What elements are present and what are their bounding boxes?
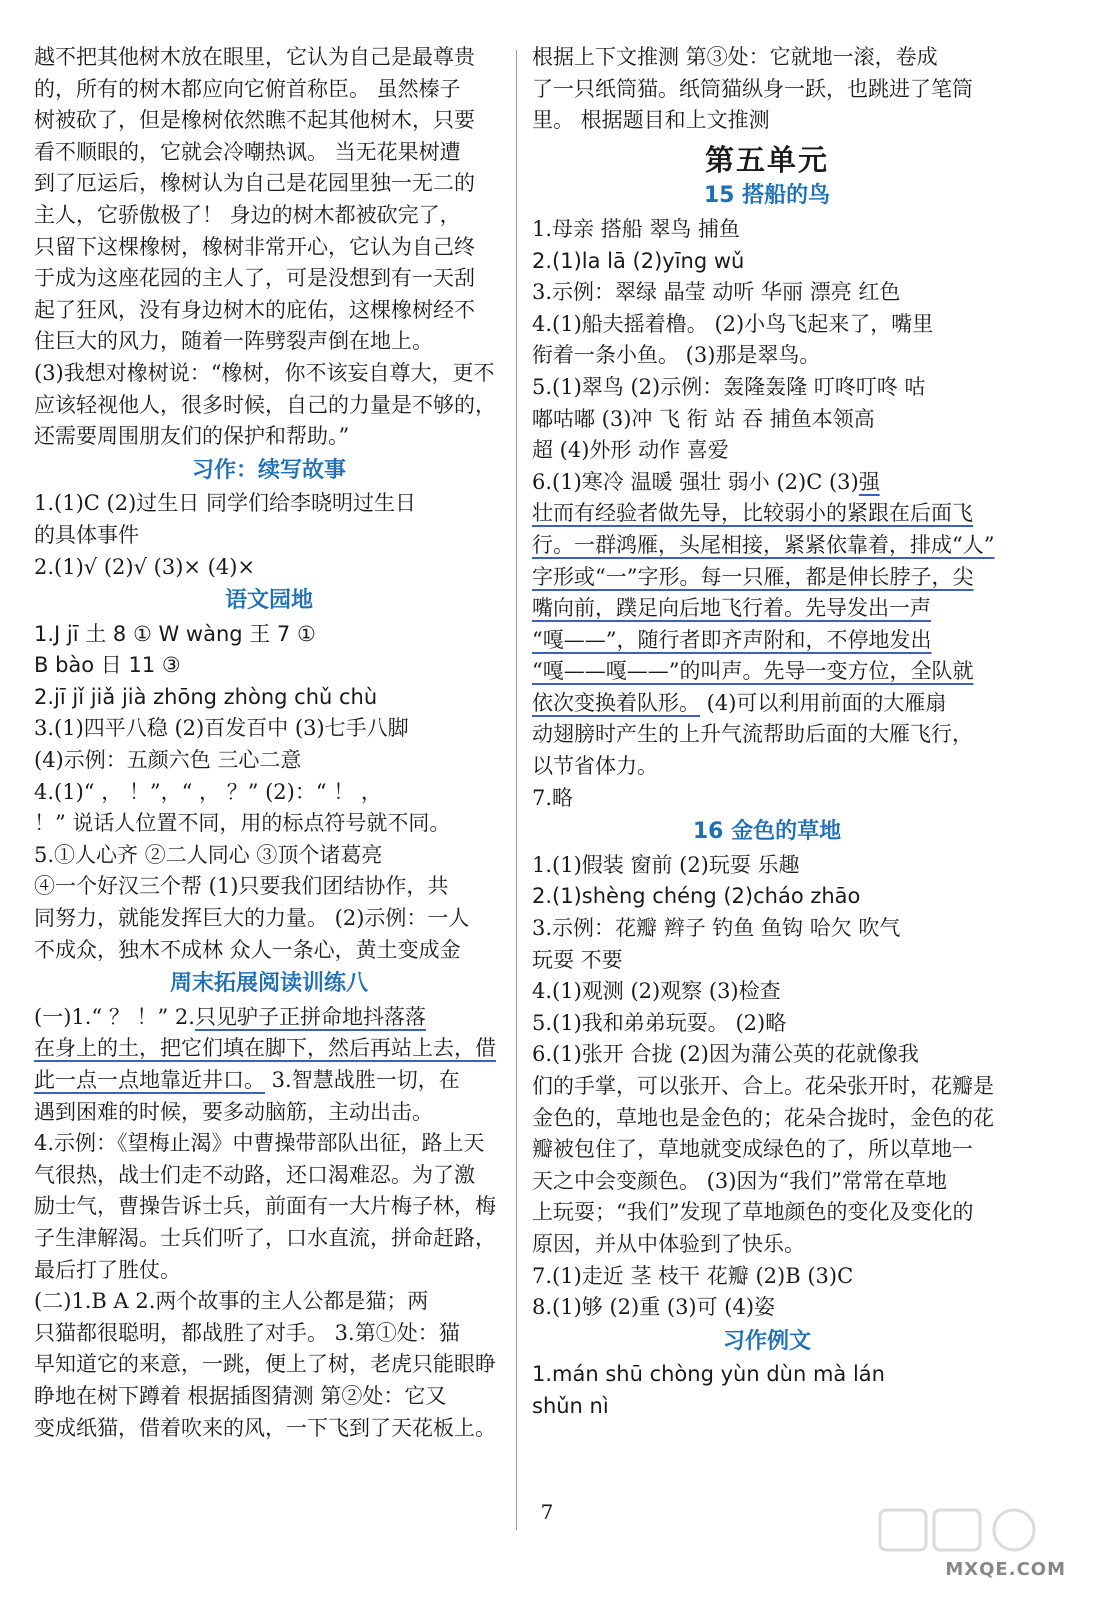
text-line: 只猫都很聪明，都战胜了对手。 3.第①处：猫 — [34, 1320, 460, 1345]
left-intro — [34, 42, 504, 453]
underlined-answer: 强 — [858, 469, 880, 494]
text-line: 的具体事件 — [34, 522, 139, 547]
text-line: 金色的，草地也是金色的；花朵合拢时，金色的花 — [532, 1105, 994, 1130]
text-line — [532, 498, 1002, 530]
underlined-answer: 行。一群鸿雁，头尾相接，紧紧依靠着，排成“人” — [532, 532, 995, 557]
text-line: 里。 根据题目和上文推测 — [532, 108, 770, 133]
text-line: 了一只纸筒猫。纸筒猫纵身一跃，也跳进了笔筒 — [532, 76, 973, 101]
text-line: 住巨大的风力，随着一阵劈裂声倒在地上。 — [34, 329, 433, 354]
lesson-16-answers — [532, 850, 1002, 1324]
text-line: 瓣被包住了，草地就变成绿色的了，所以草地一 — [532, 1137, 973, 1162]
text-line: 7.(1)走近 茎 枝干 花瓣 (2)B (3)C — [532, 1263, 854, 1288]
text-line: ④一个好汉三个帮 (1)只要我们团结协作，共 — [34, 874, 449, 899]
text-line: 4.(1)“ ， ！”，“ ， ？” (2)：“ ！ ， — [34, 779, 382, 804]
text-line: 衔着一条小鱼。 (3)那是翠鸟。 — [532, 343, 821, 368]
text-line: 气很热，战士们走不动路，还口渴难忍。为了激 — [34, 1162, 475, 1187]
text-line: 起了狂风，没有身边树木的庇佑，这棵橡树经不 — [34, 297, 475, 322]
text-line: 8.(1)够 (2)重 (3)可 (4)姿 — [532, 1295, 776, 1320]
section-garden — [34, 619, 504, 967]
text-line: 越不把其他树木放在眼里，它认为自己是最尊贵 — [34, 45, 475, 69]
text-line: 同努力，就能发挥巨大的力量。 (2)示例：一人 — [34, 906, 470, 931]
text-line — [532, 625, 1002, 657]
text-line: 根据上下文推测 第③处：它就地一滚，卷成 — [532, 45, 938, 69]
watermark-text: MXQE.COM — [945, 1559, 1066, 1580]
text-line: (二)1.B A 2.两个故事的主人公都是猫；两 — [34, 1289, 429, 1314]
text-line: 不成众，独木不成林 众人一条心，黄土变成金 — [34, 937, 461, 962]
section-title-garden: 语文园地 — [224, 588, 313, 614]
text-line: 到了厄运后，橡树认为自己是花园里独一无二的 — [34, 171, 475, 196]
lesson-15-answers — [532, 214, 1002, 814]
text-line — [532, 688, 1002, 720]
text-line: 2.jī jǐ jiǎ jià zhōng zhòng chǔ chù — [34, 684, 378, 709]
text-line: 应该轻视他人，很多时候，自己的力量是不够的， — [34, 392, 496, 417]
text-line: 5.①人心齐 ②二人同心 ③顶个诸葛亮 — [34, 842, 383, 867]
text-line: 4.(1)船夫摇着橹。 (2)小鸟飞起来了，嘴里 — [532, 311, 934, 336]
text-line: 动翅膀时产生的上升气流帮助后面的大雁飞行， — [532, 722, 973, 747]
text-line: 们的手掌，可以张开、合上。花朵张开时，花瓣是 — [532, 1074, 994, 1098]
section-title-weekend-reading: 周末拓展阅读训练八 — [169, 971, 368, 997]
essay-answers — [532, 1359, 1002, 1422]
text-line: 6.(1)张开 合拢 (2)因为蒲公英的花就像我 — [532, 1042, 919, 1067]
section-writing — [34, 488, 504, 583]
column-divider — [516, 50, 517, 1530]
text-line: 主人，它骄傲极了！ 身边的树木都被砍完了， — [34, 202, 461, 227]
text-line: 原因，并从中体验到了快乐。 — [532, 1231, 805, 1256]
text-line: 5.(1)我和弟弟玩耍。 (2)略 — [532, 1010, 787, 1035]
underlined-answer: “嘎——嘎——”的叫声。先导一变方位，全队就 — [532, 659, 974, 684]
text-line — [532, 593, 1002, 625]
underlined-answer: 只见驴子正拼命地抖落落 — [194, 1004, 426, 1029]
text-line: shǔn nì — [532, 1393, 609, 1418]
text-line — [34, 1065, 504, 1097]
text-line: 子生津解渴。士兵们听了，口水直流，拼命赶路， — [34, 1225, 496, 1250]
underlined-answer: 壮而有经验者做先导，比较弱小的紧跟在后面飞 — [532, 501, 973, 526]
left-column — [34, 42, 504, 1444]
text-line: ！” 说话人位置不同，用的标点符号就不同。 — [34, 811, 451, 836]
text-line: 早知道它的来意，一跳，便上了树，老虎只能眼睁 — [34, 1352, 496, 1377]
text-line: 励士气，曹操告诉士兵，前面有一大片梅子林，梅 — [34, 1194, 496, 1219]
right-intro — [532, 42, 1002, 137]
text-line: 变成纸猫，借着吹来的风，一下飞到了天花板上。 — [34, 1415, 496, 1440]
text-line: 4.示例：《望梅止渴》中曹操带部队出征，路上天 — [34, 1131, 485, 1156]
text-line: 看不顺眼的，它就会冷嘲热讽。 当无花果树遭 — [34, 139, 461, 164]
text-line: 3.示例：翠绿 晶莹 动听 华丽 漂亮 红色 — [532, 280, 901, 305]
text-line: 超 (4)外形 动作 喜爱 — [532, 438, 729, 463]
text-segment: 6.(1)寒冷 温暖 强壮 弱小 (2)C (3) — [532, 469, 859, 494]
text-line: (4)示例：五颜六色 三心二意 — [34, 748, 302, 773]
text-line: 1.(1)假装 窗前 (2)玩耍 乐趣 — [532, 852, 800, 877]
section-title-essay: 习作例文 — [722, 1328, 811, 1354]
underlined-answer: 此一点一点地靠近井口。 — [34, 1068, 265, 1092]
text-segment: (4)可以利用前面的大雁扇 — [700, 690, 947, 715]
text-line: 3.示例：花瓣 辫子 钓鱼 鱼钩 哈欠 吹气 — [532, 916, 901, 941]
text-line: 2.(1)shèng chéng (2)cháo zhāo — [532, 884, 861, 909]
text-line: 3.(1)四平八稳 (2)百发百中 (3)七手八脚 — [34, 716, 409, 741]
text-line: B bào 日 11 ③ — [34, 653, 181, 678]
text-line: 1.(1)C (2)过生日 同学们给李晓明过生日 — [34, 491, 416, 516]
text-line: 只留下这棵橡树，橡树非常开心，它认为自己终 — [34, 234, 475, 259]
text-line: 玩耍 不要 — [532, 947, 623, 972]
text-line — [34, 1033, 504, 1065]
right-column — [532, 42, 1002, 1423]
text-line — [532, 467, 1002, 499]
section-title-writing: 习作：续写故事 — [191, 457, 346, 483]
lesson-title-16: 16 金色的草地 — [692, 819, 842, 845]
text-line: 最后打了胜仗。 — [34, 1257, 181, 1282]
text-line: 天之中会变颜色。 (3)因为“我们”常常在草地 — [532, 1168, 947, 1193]
text-line: 1.母亲 搭船 翠鸟 捕鱼 — [532, 216, 741, 241]
underlined-answer: 依次变换着队形。 — [532, 690, 700, 715]
text-line: 5.(1)翠鸟 (2)示例：轰隆轰隆 叮咚叮咚 咕 — [532, 374, 926, 399]
underlined-answer: 在身上的土，把它们填在脚下，然后再站上去，借 — [34, 1036, 496, 1061]
text-line: 2.(1)la lā (2)yīng wǔ — [532, 248, 745, 273]
unit-title: 第五单元 — [704, 142, 829, 177]
text-segment: 3.智慧战胜一切，在 — [265, 1068, 460, 1092]
text-line: (3)我想对橡树说：“橡树，你不该妄自尊大，更不 — [34, 360, 495, 385]
text-line: 遇到困难的时候，要多动脑筋，主动出击。 — [34, 1099, 433, 1124]
text-line: 睁地在树下蹲着 根据插图猜测 第②处：它又 — [34, 1383, 447, 1408]
text-line: 树被砍了，但是橡树依然瞧不起其他树木，只要 — [34, 108, 475, 133]
page-number: 7 — [540, 1500, 554, 1524]
text-line: 2.(1)√ (2)√ (3)× (4)× — [34, 554, 256, 579]
text-segment: (一)1.“ ？ ！” 2. — [34, 1004, 195, 1029]
text-line: 嘟咕嘟 (3)冲 飞 衔 站 吞 捕鱼本领高 — [532, 406, 875, 431]
underlined-answer: 嘴向前，蹼足向后地飞行着。先导发出一声 — [532, 596, 931, 621]
text-line: 4.(1)观测 (2)观察 (3)检查 — [532, 979, 781, 1004]
section-weekend-reading — [34, 1002, 504, 1444]
text-line: 1.mán shū chòng yùn dùn mà lán — [532, 1362, 885, 1387]
underlined-answer: “嘎——”，随行者即齐声附和，不停地发出 — [532, 627, 932, 652]
text-line: 还需要周围朋友们的保护和帮助。” — [34, 424, 350, 449]
text-line: 7.略 — [532, 785, 574, 810]
text-line — [532, 530, 1002, 562]
text-line — [532, 562, 1002, 594]
text-line: 1.J jī 土 8 ① W wàng 王 7 ① — [34, 621, 316, 646]
text-line: 于成为这座花园的主人了，可是没想到有一天刮 — [34, 266, 475, 291]
text-line: 以节省体力。 — [532, 754, 658, 779]
underlined-answer: 字形或“一”字形。每一只雁，都是伸长脖子，尖 — [532, 564, 974, 589]
text-line: 上玩耍；“我们”发现了草地颜色的变化及变化的 — [532, 1200, 974, 1225]
text-line — [532, 656, 1002, 688]
text-line — [34, 1002, 504, 1034]
lesson-title-15: 15 搭船的鸟 — [703, 183, 831, 209]
text-line: 的，所有的树木都应向它俯首称臣。 虽然榛子 — [34, 76, 461, 101]
